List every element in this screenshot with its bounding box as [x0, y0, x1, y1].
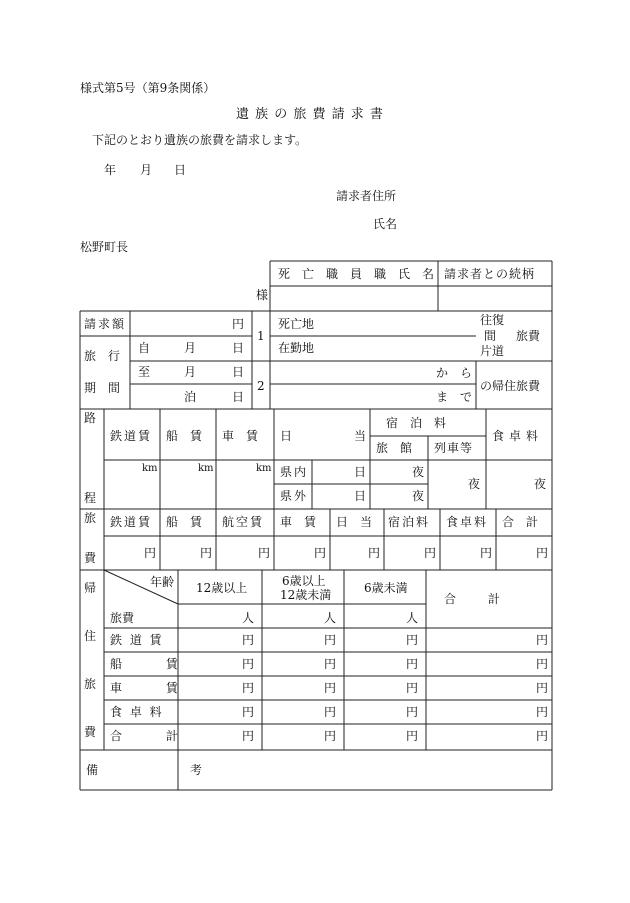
return-label-1: 帰 — [84, 581, 97, 595]
return-yen-r3-c0: 円 — [242, 705, 255, 719]
age-col-3: 6歳未満 — [364, 581, 408, 595]
route-km-rail: km — [142, 463, 158, 474]
cost-rail-header: 鉄道賃 — [110, 515, 153, 529]
return-row-rail: 鉄 道 賃 — [110, 633, 164, 647]
route-out-pref: 県外 — [280, 489, 309, 503]
cost-lodging-header: 宿泊料 — [388, 515, 431, 529]
cost-ship-header: 船 賃 — [166, 515, 203, 529]
route-in-days: 日 — [354, 465, 367, 479]
return-yen-r1-c3: 円 — [536, 657, 549, 671]
cost-lodging-yen: 円 — [424, 546, 437, 560]
made-label: ま で — [436, 390, 473, 404]
route-train-nights: 夜 — [468, 477, 481, 491]
route-label-top: 路 — [84, 411, 97, 425]
return-label-3: 旅 — [84, 677, 97, 691]
to-month: 月 — [184, 365, 197, 379]
return-yen-r1-c1: 円 — [324, 657, 337, 671]
return-yen-r4-c2: 円 — [406, 729, 419, 743]
cost-meal-yen: 円 — [480, 546, 493, 560]
route-train-header: 列車等 — [434, 441, 474, 455]
return-yen-r0-c3: 円 — [536, 633, 549, 647]
route-in-pref: 県内 — [280, 465, 309, 479]
cost-car-header: 車 賃 — [280, 515, 317, 529]
return-yen-r2-c2: 円 — [406, 681, 419, 695]
death-place-label: 死亡地 — [278, 317, 315, 331]
route-lodging-header: 宿 泊 料 — [386, 416, 447, 430]
return-yen-r4-c3: 円 — [536, 729, 549, 743]
date-day: 日 — [174, 163, 187, 177]
work-place-label: 在勤地 — [278, 341, 315, 355]
cost-ship-yen: 円 — [200, 546, 213, 560]
claimant-address-label: 請求者住所 — [336, 189, 397, 203]
route-meal-nights: 夜 — [534, 477, 547, 491]
nights-day: 日 — [232, 390, 245, 404]
return-yen-r3-c3: 円 — [536, 705, 549, 719]
remarks-label: 備 考 — [86, 763, 243, 777]
return-yen-r0-c2: 円 — [406, 633, 419, 647]
return-row-car: 車 賃 — [110, 681, 198, 695]
route-car-header: 車 賃 — [222, 429, 259, 443]
return-yen-r4-c0: 円 — [242, 729, 255, 743]
cost-label-top: 旅 — [84, 511, 97, 525]
round-trip-label: 往復 — [480, 313, 505, 327]
cost-car-yen: 円 — [314, 546, 327, 560]
route-out-nights: 夜 — [412, 489, 425, 503]
persons-col-3: 人 — [406, 611, 419, 625]
return-yen-r4-c1: 円 — [324, 729, 337, 743]
travel-cost-label: 旅費 — [516, 329, 541, 343]
one-way-label: 片道 — [480, 344, 505, 358]
return-yen-r0-c1: 円 — [324, 633, 337, 647]
from-month: 月 — [184, 341, 197, 355]
from-label: 自 — [138, 341, 151, 355]
route-when-header: 当 — [354, 429, 367, 443]
route-day-header: 日 — [280, 429, 293, 443]
claim-amount-yen: 円 — [232, 317, 245, 331]
return-yen-r1-c2: 円 — [406, 657, 419, 671]
page-title: 遺 族 の 旅 費 請 求 書 — [236, 107, 384, 122]
cost-rail-yen: 円 — [144, 546, 157, 560]
kara-label: か ら — [436, 366, 473, 380]
age-col-2-line-1: 6歳以上 — [282, 574, 326, 588]
cost-daily-header: 日 当 — [336, 515, 373, 529]
return-row-ship: 船 賃 — [110, 657, 198, 671]
route-in-nights: 夜 — [412, 465, 425, 479]
cost-total-header: 合 計 — [502, 515, 539, 529]
period-label-1: 旅 行 — [84, 349, 121, 363]
between-label: 間 — [484, 329, 497, 343]
cost-daily-yen: 円 — [368, 546, 381, 560]
persons-col-1: 人 — [242, 611, 255, 625]
form-number: 様式第5号（第9条関係） — [80, 81, 216, 95]
age-col-1: 12歳以上 — [196, 581, 248, 595]
return-yen-r1-c0: 円 — [242, 657, 255, 671]
route-inn-header: 旅 館 — [376, 441, 413, 455]
route-rail-header: 鉄道賃 — [110, 429, 153, 443]
return-yen-r2-c3: 円 — [536, 681, 549, 695]
claim-amount-label: 請求額 — [84, 317, 127, 331]
return-yen-r0-c0: 円 — [242, 633, 255, 647]
route-out-days: 日 — [354, 489, 367, 503]
return-age-label: 年齢 — [150, 575, 175, 589]
return-yen-r2-c1: 円 — [324, 681, 337, 695]
route-meal-header: 食卓料 — [492, 429, 544, 443]
age-col-2-line-2: 12歳未満 — [280, 588, 332, 602]
route-km-car: km — [256, 463, 272, 474]
period-label-2: 期 間 — [84, 381, 121, 395]
date-year: 年 — [104, 163, 117, 177]
row1-number: 1 — [257, 329, 265, 343]
route-km-ship: km — [198, 463, 214, 474]
honorific-sama: 様 — [256, 288, 269, 302]
from-day: 日 — [232, 341, 245, 355]
return-travel-label: 旅費 — [110, 611, 135, 625]
return-label-2: 住 — [84, 629, 97, 643]
route-label-bottom: 程 — [84, 491, 97, 505]
return-label-4: 費 — [84, 725, 97, 739]
relation-header: 請求者との続柄 — [444, 267, 536, 281]
nights-label: 泊 — [184, 390, 197, 404]
cost-meal-header: 食卓料 — [446, 515, 489, 529]
route-ship-header: 船 賃 — [166, 429, 203, 443]
deceased-name-header: 死 亡 職 員 職 氏 名 — [278, 267, 435, 281]
cost-total-yen: 円 — [536, 546, 549, 560]
cost-air-yen: 円 — [258, 546, 271, 560]
return-row-meal: 食 卓 料 — [110, 705, 164, 719]
return-row-total: 合 計 — [110, 729, 198, 743]
cost-air-header: 航空賃 — [222, 515, 265, 529]
cost-label-bottom: 費 — [84, 551, 97, 565]
persons-col-2: 人 — [324, 611, 337, 625]
return-total-header: 合 計 — [444, 592, 511, 606]
row2-number: 2 — [257, 379, 265, 393]
intro-text: 下記のとおり遺族の旅費を請求します。 — [92, 133, 308, 147]
return-yen-r3-c1: 円 — [324, 705, 337, 719]
return-cost-label: の帰住旅費 — [480, 379, 541, 393]
return-yen-r3-c2: 円 — [406, 705, 419, 719]
return-yen-r2-c0: 円 — [242, 681, 255, 695]
claimant-name-label: 氏名 — [373, 217, 398, 231]
to-label: 至 — [138, 365, 151, 379]
date-month: 月 — [140, 163, 153, 177]
addressee: 松野町長 — [80, 240, 129, 254]
to-day: 日 — [232, 365, 245, 379]
